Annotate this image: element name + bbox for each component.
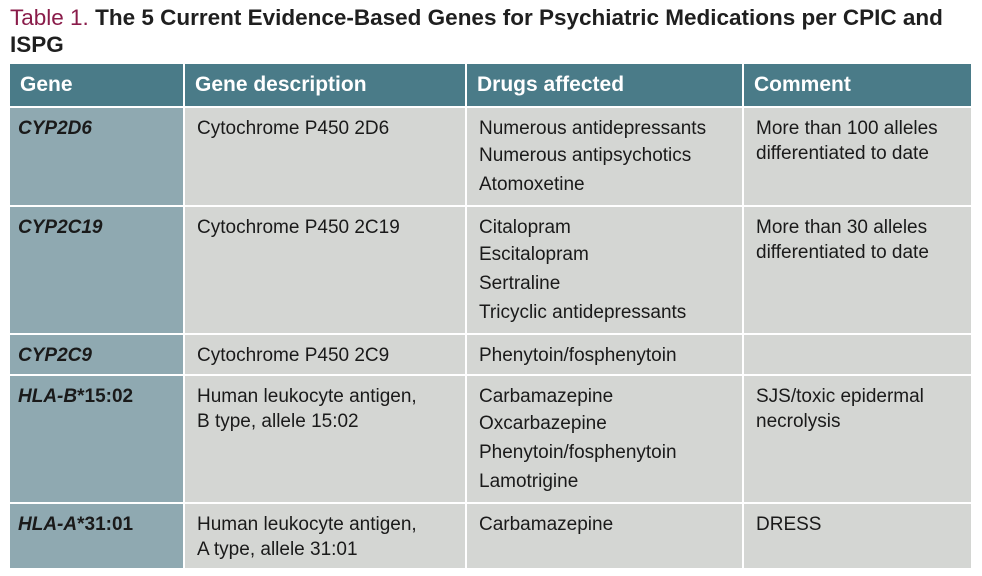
gene-cell xyxy=(10,375,184,503)
gene-cell xyxy=(10,206,184,334)
header-comment: Comment xyxy=(743,64,971,107)
drug-item: Lamotrigine xyxy=(479,471,579,492)
comment-line: DRESS xyxy=(756,514,822,535)
description-line: Cytochrome P450 2D6 xyxy=(197,118,390,139)
drug-item: Sertraline xyxy=(479,273,561,294)
drug-item: Carbamazepine xyxy=(479,514,614,535)
caption-title: The 5 Current Evidence-Based Genes for Psychiatric Medications per CPIC and ISPG xyxy=(10,5,943,57)
comment-cell xyxy=(743,107,971,206)
description-cell xyxy=(184,107,466,206)
table-row xyxy=(10,107,971,206)
table-caption xyxy=(10,4,970,58)
gene-name: HLA-B xyxy=(18,386,78,407)
drugs-cell xyxy=(466,206,743,334)
gene-allele: *15:02 xyxy=(77,386,134,407)
comment-line: necrolysis xyxy=(756,411,841,432)
drug-item: Escitalopram xyxy=(479,244,589,265)
table-row xyxy=(10,334,971,375)
header-description: Gene description xyxy=(184,64,466,107)
drug-item: Phenytoin/fosphenytoin xyxy=(479,442,677,463)
comment-line: More than 30 alleles xyxy=(756,217,928,238)
description-cell xyxy=(184,206,466,334)
caption-label: Table 1. xyxy=(10,5,89,30)
gene-cell xyxy=(10,334,184,375)
table-row xyxy=(10,503,971,568)
drug-item: Tricyclic antidepressants xyxy=(479,302,687,323)
drugs-cell xyxy=(466,107,743,206)
header-gene: Gene xyxy=(10,64,184,107)
gene-allele: *31:01 xyxy=(77,514,134,535)
description-line: Cytochrome P450 2C19 xyxy=(197,217,400,238)
gene-name: CYP2C19 xyxy=(18,217,103,238)
gene-cell xyxy=(10,107,184,206)
comment-line: differentiated to date xyxy=(756,242,929,263)
description-line: Cytochrome P450 2C9 xyxy=(197,345,390,366)
drug-item: Carbamazepine xyxy=(479,386,614,407)
description-line: A type, allele 31:01 xyxy=(197,539,358,560)
header-drugs: Drugs affected xyxy=(466,64,743,107)
drug-item: Atomoxetine xyxy=(479,174,585,195)
description-cell xyxy=(184,375,466,503)
comment-cell xyxy=(743,334,971,375)
drug-item: Numerous antipsychotics xyxy=(479,145,692,166)
gene-name: HLA-A xyxy=(18,514,78,535)
description-cell xyxy=(184,503,466,568)
drug-item: Oxcarbazepine xyxy=(479,413,607,434)
comment-line: SJS/toxic epidermal xyxy=(756,386,924,407)
table-row xyxy=(10,375,971,503)
gene-name: CYP2D6 xyxy=(18,118,92,139)
drug-item: Numerous antidepressants xyxy=(479,118,707,139)
gene-cell xyxy=(10,503,184,568)
drugs-cell xyxy=(466,375,743,503)
drugs-cell xyxy=(466,334,743,375)
description-cell xyxy=(184,334,466,375)
comment-cell xyxy=(743,375,971,503)
drug-item: Citalopram xyxy=(479,217,571,238)
genes-table xyxy=(10,64,971,568)
gene-name: CYP2C9 xyxy=(18,345,92,366)
table-row xyxy=(10,206,971,334)
drug-item: Phenytoin/fosphenytoin xyxy=(479,345,677,366)
drugs-cell xyxy=(466,503,743,568)
comment-line: More than 100 alleles xyxy=(756,118,938,139)
description-line: Human leukocyte antigen, xyxy=(197,514,417,535)
comment-cell xyxy=(743,206,971,334)
comment-cell xyxy=(743,503,971,568)
header-row xyxy=(10,64,971,107)
description-line: B type, allele 15:02 xyxy=(197,411,359,432)
description-line: Human leukocyte antigen, xyxy=(197,386,417,407)
comment-line: differentiated to date xyxy=(756,143,929,164)
